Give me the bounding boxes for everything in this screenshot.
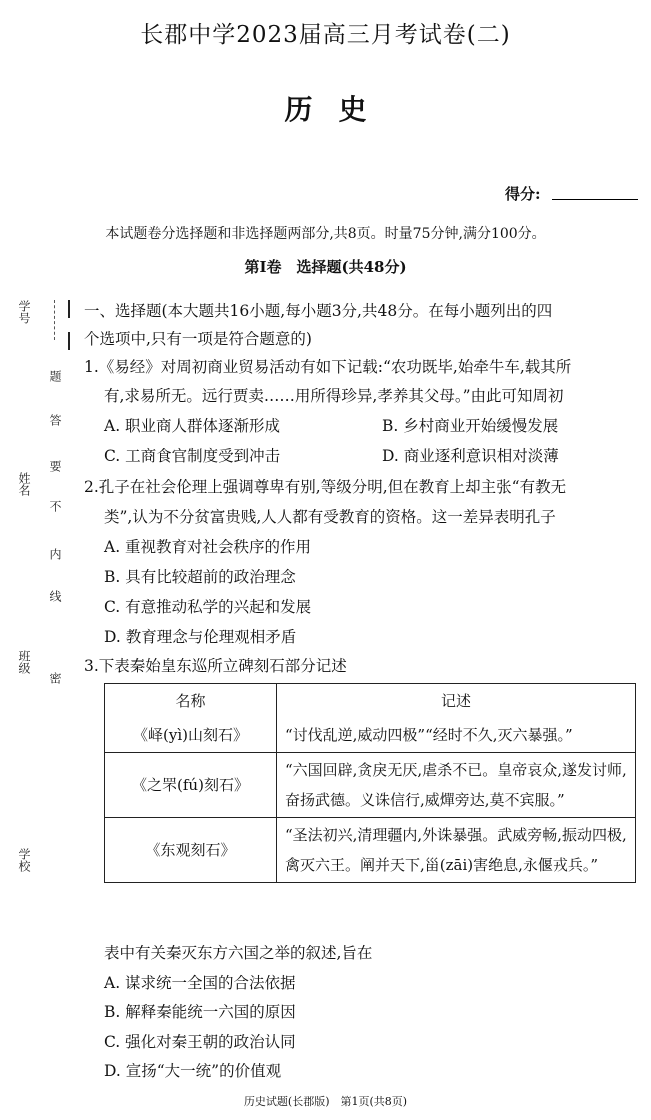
table-cell-name: 《峄(yì)山刻石》 [105, 718, 277, 753]
q3-stem-after: 表中有关秦灭东方六国之举的叙述,旨在 [104, 944, 373, 962]
seal-char: 题 [48, 370, 62, 382]
binding-bar [68, 332, 70, 350]
q2-option-c[interactable]: C. 有意推动私学的兴起和发展 [104, 598, 312, 616]
q2-stem-cont: 类”,认为不分贫富贵贱,人人都有受教育的资格。这一差异表明孔子 [104, 508, 556, 526]
table-header-row [105, 684, 636, 719]
field-school: 学校 [17, 848, 31, 872]
subject-title: 历史 [284, 93, 393, 126]
seal-char: 内 [48, 548, 62, 560]
q1-stem-cont: 有,求易所无。远行贾卖……用所得珍异,孝养其父母。”由此可知周初 [104, 387, 564, 405]
q3-stem: 3.下表秦始皇东巡所立碑刻石部分记述 [84, 657, 347, 675]
q3-option-c[interactable]: C. 强化对秦王朝的政治认同 [104, 1033, 296, 1051]
q3-option-b[interactable]: B. 解释秦能统一六国的原因 [104, 1003, 296, 1021]
table-header-name: 名称 [105, 684, 277, 719]
binding-bar [68, 300, 70, 318]
q2-option-d[interactable]: D. 教育理念与伦理观相矛盾 [104, 628, 297, 646]
q1-stem: 1.《易经》对周初商业贸易活动有如下记载:“农功既毕,始牵牛车,载其所 [84, 358, 572, 376]
q1-option-d[interactable]: D. 商业逐利意识相对淡薄 [382, 447, 559, 465]
score-label: 得分: [505, 185, 541, 203]
field-student-number: 学号 [17, 300, 31, 324]
q3-option-a[interactable]: A. 谋求统一全国的合法依据 [104, 974, 296, 992]
table-cell-record: “六国回辟,贪戾无厌,虐杀不已。皇帝哀众,遂发讨师,奋扬武德。义诛信行,威燀旁达,莫不宾服。” [277, 753, 636, 818]
field-name: 姓名 [17, 472, 31, 496]
table-header-record: 记述 [277, 684, 636, 719]
seal-char: 线 [48, 590, 62, 602]
q1-option-b[interactable]: B. 乡村商业开始缓慢发展 [382, 417, 559, 435]
seal-char: 不 [48, 500, 62, 512]
table-row [105, 718, 636, 753]
page-footer: 历史试题(长郡版) 第1页(共8页) [243, 1095, 408, 1108]
field-class: 班级 [17, 650, 31, 674]
section-heading-cont: 个选项中,只有一项是符合题意的) [84, 330, 312, 348]
seal-char: 密 [48, 672, 62, 684]
table-cell-name: 《东观刻石》 [105, 818, 277, 883]
q2-stem: 2.孔子在社会伦理上强调尊卑有别,等级分明,但在教育上却主张“有教无 [84, 478, 567, 496]
q1-option-a[interactable]: A. 职业商人群体逐渐形成 [104, 417, 281, 435]
q2-option-b[interactable]: B. 具有比较超前的政治理念 [104, 568, 296, 586]
score-blank[interactable] [552, 199, 638, 200]
q2-option-a[interactable]: A. 重视教育对社会秩序的作用 [104, 538, 312, 556]
table-cell-record: “讨伐乱逆,威动四极”“经时不久,灭六暴强。” [277, 718, 636, 753]
q3-option-d[interactable]: D. 宣扬“大一统”的价值观 [104, 1062, 282, 1080]
seal-char: 要 [48, 460, 62, 472]
table-row [105, 753, 636, 818]
part-title: 第Ⅰ卷 选择题(共48分) [244, 258, 407, 276]
table-cell-name: 《之罘(fú)刻石》 [105, 753, 277, 818]
binding-dash [54, 300, 55, 340]
exam-title: 长郡中学2023届高三月考试卷(二) [140, 22, 511, 48]
exam-notice: 本试题卷分选择题和非选择题两部分,共8页。时量75分钟,满分100分。 [105, 226, 546, 242]
q1-option-c[interactable]: C. 工商食官制度受到冲击 [104, 447, 281, 465]
seal-char: 答 [48, 414, 62, 426]
section-heading: 一、选择题(本大题共16小题,每小题3分,共48分。在每小题列出的四 [84, 302, 553, 320]
inscription-table [104, 683, 636, 883]
table-row [105, 818, 636, 883]
table-cell-record: “圣法初兴,清理疆内,外诛暴强。武威旁畅,振动四极,禽灭六王。阐并天下,甾(zāi)害绝息,永偃戎兵。” [277, 818, 636, 883]
